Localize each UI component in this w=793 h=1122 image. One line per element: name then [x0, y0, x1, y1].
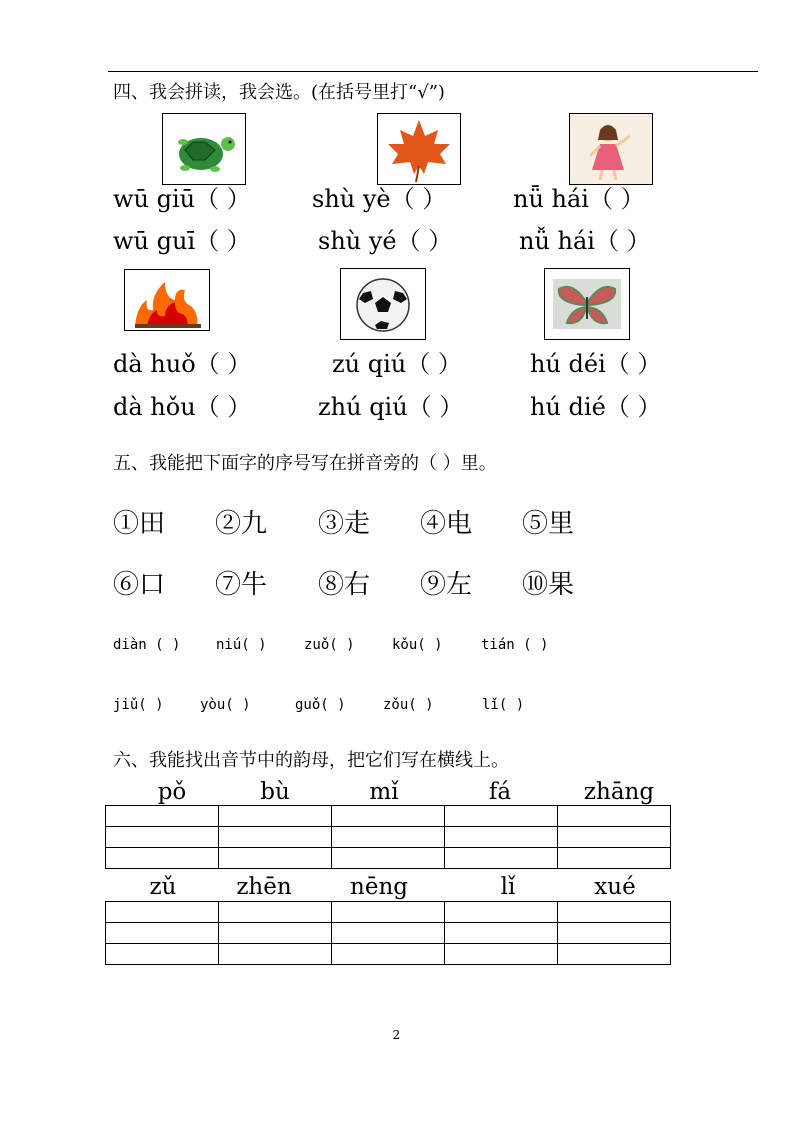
syllable-header: fá — [488, 779, 512, 805]
answer-cell[interactable] — [106, 902, 219, 923]
syllable-header: nēng — [350, 874, 408, 900]
char-item: ⑦牛 — [215, 570, 268, 600]
answer-cell[interactable] — [558, 902, 671, 923]
answer-cell[interactable] — [106, 944, 219, 965]
maple-leaf-icon — [378, 114, 460, 184]
option-girl-2[interactable]: nǚ hái（ ） — [519, 227, 651, 255]
option-ball-2[interactable]: zhú qiú（ ） — [318, 393, 464, 421]
pinyin-blank[interactable]: kǒu( ) — [392, 637, 443, 653]
char-item: ⑤里 — [522, 509, 575, 539]
char-item: ①田 — [113, 509, 166, 539]
char-item: ②九 — [215, 509, 268, 539]
answer-cell[interactable] — [558, 806, 671, 827]
answer-cell[interactable] — [558, 944, 671, 965]
char-item: ④电 — [420, 509, 473, 539]
answer-cell[interactable] — [332, 806, 445, 827]
answer-cell[interactable] — [219, 848, 332, 869]
pinyin-blank[interactable]: zuǒ( ) — [304, 637, 355, 653]
answer-cell[interactable] — [445, 944, 558, 965]
option-turtle-2[interactable]: wū guī（ ） — [113, 227, 251, 255]
syllable-header: zhēn — [236, 874, 292, 900]
page-number: 2 — [392, 1028, 401, 1042]
answer-cell[interactable] — [445, 827, 558, 848]
answer-cell[interactable] — [219, 923, 332, 944]
syllable-header: pǒ — [157, 779, 187, 805]
pinyin-blank[interactable]: zǒu( ) — [383, 697, 434, 713]
answer-cell[interactable] — [558, 848, 671, 869]
answer-cell[interactable] — [106, 806, 219, 827]
pinyin-blank[interactable]: niú( ) — [216, 637, 267, 653]
pinyin-blank[interactable]: yòu( ) — [200, 697, 251, 713]
syllable-header: lǐ — [500, 874, 516, 900]
pinyin-blank[interactable]: diàn ( ) — [113, 637, 181, 653]
answer-cell[interactable] — [332, 827, 445, 848]
answer-cell[interactable] — [445, 806, 558, 827]
turtle-icon — [163, 114, 245, 184]
fire-icon — [125, 270, 209, 330]
char-item: ⑧右 — [318, 570, 371, 600]
option-leaf-1[interactable]: shù yè（ ） — [312, 185, 447, 213]
girl-icon — [570, 114, 652, 184]
section4-heading: 四、我会拼读，我会选。(在括号里打“√”) — [113, 82, 445, 103]
answer-cell[interactable] — [332, 848, 445, 869]
butterfly-icon — [545, 269, 629, 339]
answer-grid-1 — [105, 805, 671, 869]
answer-grid-2 — [105, 901, 671, 965]
option-ball-1[interactable]: zú qiú（ ） — [332, 350, 462, 378]
answer-cell[interactable] — [219, 944, 332, 965]
turtle-picture — [162, 113, 246, 185]
top-rule — [108, 71, 758, 72]
answer-cell[interactable] — [106, 848, 219, 869]
soccer-ball-icon — [341, 269, 425, 339]
option-turtle-1[interactable]: wū giū（ ） — [113, 185, 251, 213]
section5-heading: 五、我能把下面字的序号写在拼音旁的（ ）里。 — [113, 453, 497, 474]
char-item: ⑨左 — [420, 570, 473, 600]
answer-cell[interactable] — [219, 902, 332, 923]
char-item: ③走 — [318, 509, 371, 539]
answer-cell[interactable] — [445, 848, 558, 869]
fire-picture — [124, 269, 210, 331]
option-fire-1[interactable]: dà huǒ（ ） — [113, 350, 252, 378]
answer-cell[interactable] — [445, 902, 558, 923]
option-fire-2[interactable]: dà hǒu（ ） — [113, 393, 252, 421]
pinyin-blank[interactable]: jiǔ( ) — [113, 697, 164, 713]
char-item: ⑥口 — [113, 570, 166, 600]
option-butterfly-2[interactable]: hú dié（ ） — [530, 393, 662, 421]
leaf-picture — [377, 113, 461, 185]
section6-heading: 六、我能找出音节中的韵母，把它们写在横线上。 — [113, 750, 509, 771]
answer-cell[interactable] — [106, 923, 219, 944]
pinyin-blank[interactable]: guǒ( ) — [295, 697, 346, 713]
answer-cell[interactable] — [332, 902, 445, 923]
syllable-header: zhāng — [583, 779, 655, 805]
answer-cell[interactable] — [445, 923, 558, 944]
syllable-header: xué — [594, 874, 636, 900]
option-leaf-2[interactable]: shù yé（ ） — [318, 227, 453, 255]
answer-cell[interactable] — [558, 827, 671, 848]
girl-picture — [569, 113, 653, 185]
option-girl-1[interactable]: nǖ hái（ ） — [513, 185, 645, 213]
answer-cell[interactable] — [332, 944, 445, 965]
char-item: ⑩果 — [522, 570, 575, 600]
answer-cell[interactable] — [558, 923, 671, 944]
ball-picture — [340, 268, 426, 340]
syllable-header: zǔ — [149, 874, 177, 900]
answer-cell[interactable] — [332, 923, 445, 944]
answer-cell[interactable] — [219, 827, 332, 848]
option-butterfly-1[interactable]: hú déi（ ） — [530, 350, 662, 378]
butterfly-picture — [544, 268, 630, 340]
syllable-header: mǐ — [369, 779, 399, 805]
answer-cell[interactable] — [219, 806, 332, 827]
syllable-header: bù — [260, 779, 290, 805]
pinyin-blank[interactable]: tián ( ) — [481, 637, 549, 653]
pinyin-blank[interactable]: lǐ( ) — [482, 697, 525, 713]
answer-cell[interactable] — [106, 827, 219, 848]
